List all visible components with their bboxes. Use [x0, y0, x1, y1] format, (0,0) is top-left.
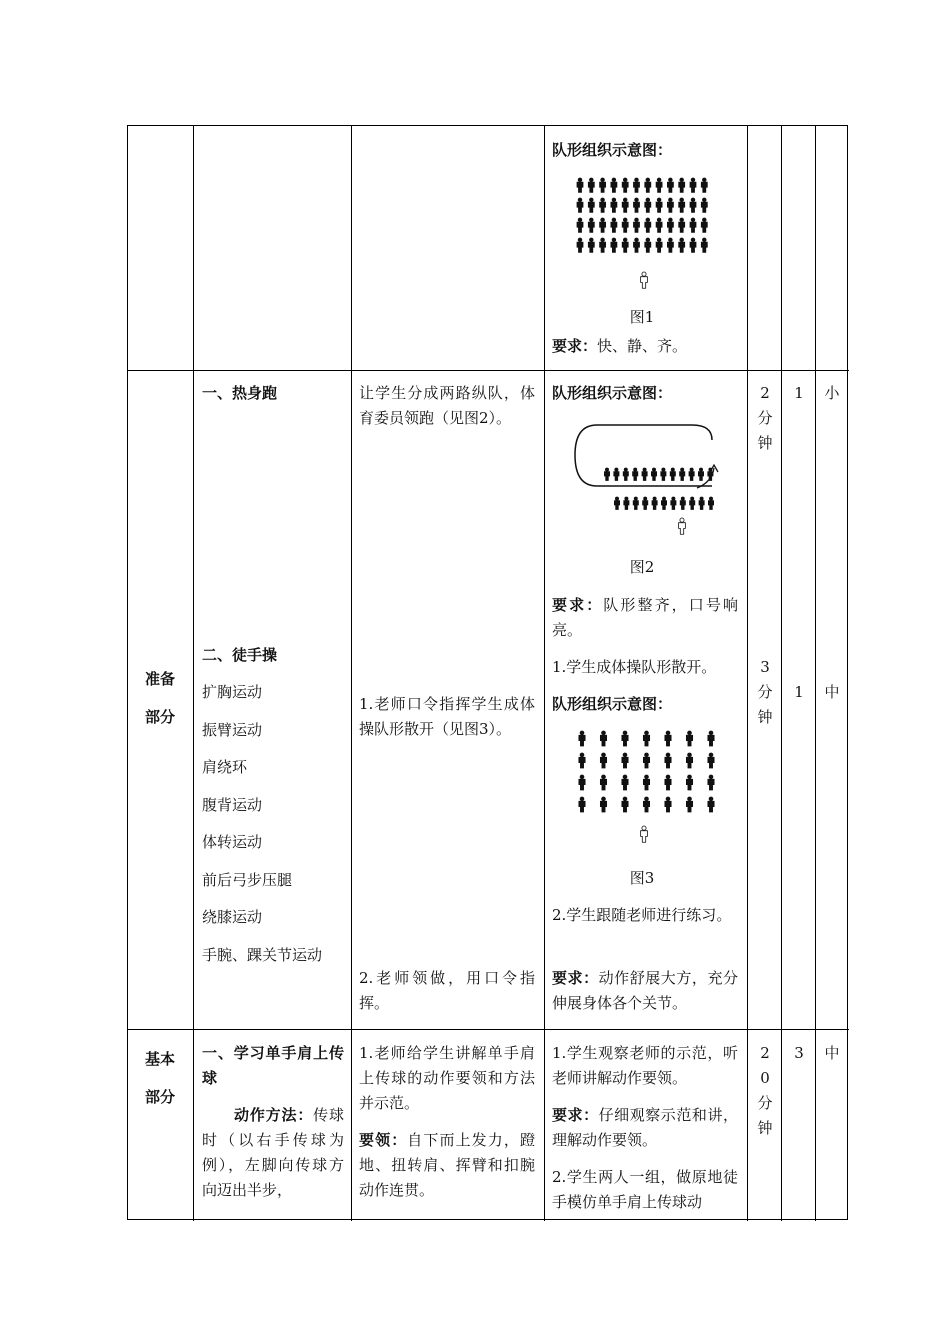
student-figure — [600, 178, 606, 192]
row-divider — [128, 370, 849, 371]
student-figure — [699, 497, 704, 510]
col-divider — [781, 126, 782, 1221]
exercise-item: 腹背运动 — [202, 795, 263, 814]
student-figure — [680, 497, 685, 510]
formation-figure-1 — [572, 175, 717, 300]
exercise-item: 前后弓步压腿 — [202, 870, 293, 889]
exercise-item: 绕膝运动 — [202, 908, 263, 926]
student-figure — [611, 178, 617, 192]
requirement: 要求：仔细观察示范和讲，理解动作要领。 — [552, 1106, 738, 1149]
student-figure — [652, 497, 657, 510]
student-figure — [577, 238, 583, 252]
student-figure — [579, 775, 585, 790]
student-figure — [670, 468, 675, 481]
student-figure — [634, 238, 640, 252]
exercise-item: 手腕、踝关节运动 — [202, 945, 323, 964]
student-figure — [634, 178, 640, 192]
student-figure — [643, 797, 649, 812]
student-figure — [645, 238, 651, 252]
content-method: 动作方法：传球时（以右手传球为例），左脚向传球方向迈出半步， — [202, 1106, 344, 1199]
figure-caption: 图3 — [629, 869, 655, 887]
student-figure — [604, 468, 609, 481]
student-figure — [689, 468, 694, 481]
student-figure — [690, 178, 696, 192]
formation-figure-2 — [572, 420, 727, 545]
teacher-text: 1.老师口令指挥学生成体操队形散开（见图3）。 — [359, 695, 535, 738]
intensity-value: 中 — [824, 1044, 840, 1062]
col-divider — [193, 126, 194, 1221]
teacher-figure — [641, 826, 648, 842]
teacher-figure — [641, 272, 648, 288]
exercise-item: 肩绕环 — [202, 758, 248, 776]
time-value: 2 0 分 钟 — [757, 1044, 773, 1137]
student-figure — [708, 775, 714, 790]
student-figure — [708, 753, 714, 768]
student-figure — [633, 497, 638, 510]
student-figure — [588, 238, 594, 252]
student-figure — [701, 198, 707, 212]
figure-caption: 图2 — [629, 558, 655, 576]
student-figure — [611, 218, 617, 232]
student-figure — [622, 178, 628, 192]
student-figure — [600, 775, 606, 790]
student-figure — [679, 238, 685, 252]
student-figure — [622, 797, 628, 812]
student-figure — [579, 753, 585, 768]
student-figure — [645, 218, 651, 232]
student-figure — [577, 178, 583, 192]
student-figure — [611, 198, 617, 212]
student-text: 2.学生两人一组，做原地徒手模仿单手肩上传球动 — [552, 1168, 738, 1211]
student-figure — [579, 797, 585, 812]
student-figure — [679, 198, 685, 212]
student-figure — [690, 497, 695, 510]
student-figure — [643, 731, 649, 746]
student-figure — [667, 178, 673, 192]
student-figure — [656, 238, 662, 252]
student-figure — [661, 468, 666, 481]
student-figure — [611, 238, 617, 252]
student-figure — [665, 731, 671, 746]
student-figure — [701, 178, 707, 192]
exercise-item: 体转运动 — [202, 833, 263, 851]
student-figure — [634, 218, 640, 232]
section-label: 准备 部分 — [145, 670, 176, 726]
student-figure — [634, 198, 640, 212]
student-figure — [667, 218, 673, 232]
student-figure — [622, 775, 628, 790]
exercise-item: 扩胸运动 — [202, 683, 263, 701]
student-figure — [600, 797, 606, 812]
student-figure — [690, 238, 696, 252]
teacher-key: 要领：自下而上发力，蹬地、扭转肩、挥臂和扣腕动作连贯。 — [359, 1131, 535, 1199]
col-divider — [815, 126, 816, 1221]
student-figure — [633, 468, 638, 481]
time-value: 3 分 钟 — [757, 658, 773, 726]
times-value: 1 — [794, 683, 804, 701]
student-figure — [665, 753, 671, 768]
student-figure — [701, 218, 707, 232]
student-step: 2.学生跟随老师进行练习。 — [552, 906, 732, 924]
student-figure — [667, 198, 673, 212]
figure-caption: 图1 — [629, 308, 655, 326]
student-figure — [600, 731, 606, 746]
student-step: 1.学生成体操队形散开。 — [552, 658, 717, 676]
student-figure — [701, 238, 707, 252]
student-figure — [577, 198, 583, 212]
exercise-item: 振臂运动 — [202, 720, 263, 739]
student-figure — [708, 731, 714, 746]
teacher-text: 让学生分成两路纵队，体育委员领跑（见图2）。 — [359, 384, 535, 427]
formation-title: 队形组织示意图： — [552, 695, 673, 713]
content-exercise: 二、徒手操 — [202, 646, 278, 664]
student-figure — [651, 468, 656, 481]
student-figure — [643, 753, 649, 768]
content-warmup: 一、热身跑 — [202, 384, 278, 402]
intensity-value: 中 — [824, 683, 840, 701]
student-figure — [577, 218, 583, 232]
student-figure — [671, 497, 676, 510]
teacher-figure — [679, 518, 686, 534]
student-figure — [579, 731, 585, 746]
student-figure — [686, 753, 692, 768]
student-figure — [708, 497, 713, 510]
row-divider — [128, 1029, 849, 1030]
student-figure — [686, 797, 692, 812]
student-figure — [665, 797, 671, 812]
student-figure — [643, 775, 649, 790]
time-value: 2 分 钟 — [757, 384, 773, 452]
student-figure — [645, 178, 651, 192]
col-divider — [351, 126, 352, 1221]
formation-figure-3 — [572, 728, 717, 853]
student-figure — [614, 497, 619, 510]
content-title: 一、学习单手肩上传球 — [202, 1044, 344, 1087]
section-label: 基本 部分 — [145, 1050, 176, 1106]
intensity-value: 小 — [824, 384, 840, 402]
student-figure — [656, 198, 662, 212]
student-figure — [642, 468, 647, 481]
teacher-text: 2.老师领做，用口令指挥。 — [359, 969, 535, 1012]
student-figure — [622, 731, 628, 746]
student-figure — [600, 238, 606, 252]
student-figure — [656, 218, 662, 232]
student-figure — [686, 731, 692, 746]
student-figure — [600, 218, 606, 232]
student-figure — [588, 198, 594, 212]
student-figure — [588, 178, 594, 192]
requirement: 要求：动作舒展大方，充分伸展身体各个关节。 — [552, 969, 738, 1012]
student-figure — [622, 753, 628, 768]
student-figure — [600, 198, 606, 212]
col-divider — [747, 126, 748, 1221]
student-figure — [656, 178, 662, 192]
student-figure — [623, 468, 628, 481]
student-text: 1.学生观察老师的示范，听老师讲解动作要领。 — [552, 1044, 738, 1087]
times-value: 3 — [794, 1044, 804, 1062]
requirement: 要求：快、静、齐。 — [552, 337, 688, 355]
student-figure — [622, 238, 628, 252]
student-figure — [708, 797, 714, 812]
times-value: 1 — [794, 384, 804, 402]
formation-title: 队形组织示意图： — [552, 384, 673, 402]
student-figure — [686, 775, 692, 790]
student-figure — [588, 218, 594, 232]
col-divider — [544, 126, 545, 1221]
student-figure — [698, 468, 703, 481]
student-figure — [690, 218, 696, 232]
student-figure — [679, 218, 685, 232]
student-figure — [600, 753, 606, 768]
student-figure — [680, 468, 685, 481]
formation-title: 队形组织示意图： — [552, 141, 673, 159]
student-figure — [667, 238, 673, 252]
student-figure — [679, 178, 685, 192]
student-figure — [622, 198, 628, 212]
student-figure — [645, 198, 651, 212]
teacher-text: 1.老师给学生讲解单手肩上传球的动作要领和方法并示范。 — [359, 1044, 535, 1112]
student-figure — [643, 497, 648, 510]
student-figure — [622, 218, 628, 232]
student-figure — [614, 468, 619, 481]
student-figure — [690, 198, 696, 212]
student-figure — [624, 497, 629, 510]
student-figure — [661, 497, 666, 510]
requirement: 要求：队形整齐，口号响亮。 — [552, 596, 738, 639]
student-figure — [665, 775, 671, 790]
